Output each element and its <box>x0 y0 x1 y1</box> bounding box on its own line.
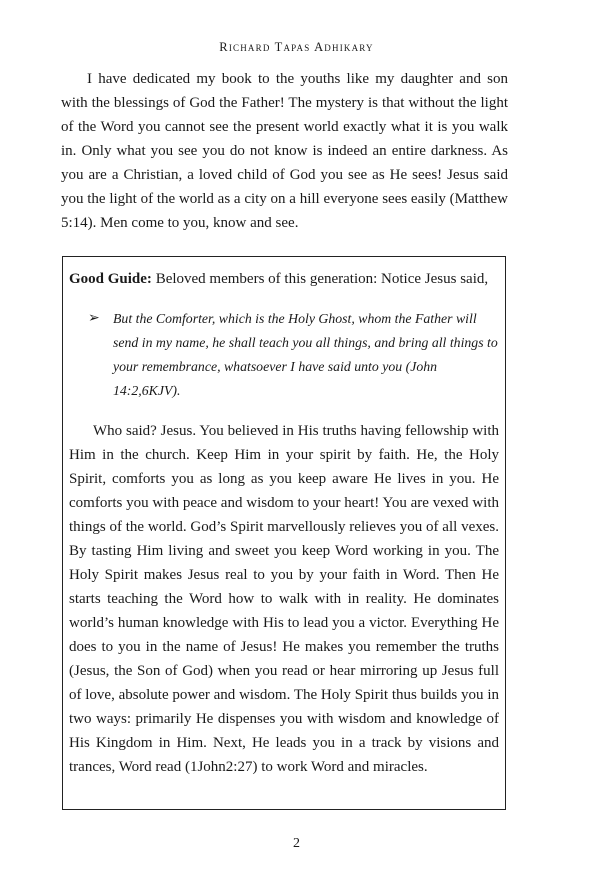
author-name: Richard Tapas Adhikary <box>219 40 374 54</box>
quote-text: But the Comforter, which is the Holy Ghost, whom the Father will send in my name, he shall teach you all things, and bring all things to your remembrance, whatsoever I have said unto you (John 14:2,6KJV). <box>113 311 498 398</box>
scripture-quote <box>69 307 499 403</box>
guide-label: Good Guide: <box>69 271 152 287</box>
good-guide-box <box>62 256 506 810</box>
guide-intro <box>69 267 499 291</box>
guide-body-paragraph: Who said? Jesus. You believed in His truths having fellowship with Him in the church. Keep Him in your spirit by faith. He, the Holy Spirit, comforts you as long as you keep aware He lives in you. He comforts you with peace and wisdom to your heart! You are vexed with things of the world. God’s Spirit marvellously relieves you of all vexes. By tasting Him living and sweet you keep Word working in you. The Holy Spirit makes Jesus real to you by your faith in Word. Then He starts teaching the Word how to walk with in reality. He dominates world’s human knowledge with His to lead you a victor. Everything He does to you in the name of Jesus! He makes you remember the truths (Jesus, the Son of God) when you read or hear mirroring up Jesus full of love, absolute power and wisdom. The Holy Spirit thus builds you in two ways: primarily He dispenses you with wisdom and knowledge of His Kingdom in Him. Next, He leads you in a track by visions and trances, Word read (1John2:27) to work Word and miracles. <box>69 423 499 775</box>
guide-text: Beloved members of this generation: Notice Jesus said, <box>151 271 489 287</box>
page-number: 2 <box>293 836 300 851</box>
arrow-bullet-icon: ➢ <box>88 311 100 326</box>
intro-paragraph: I have dedicated my book to the youths like my daughter and son with the blessings of God the Father! The mystery is that without the light of the Word you cannot see the present world exactly what it is you walk in. Only what you see you do not know is indeed an entire darkness. As you are a Christian, a loved child of God you see as He sees! Jesus said you the light of the world as a city on a hill everyone sees easily (Matthew 5:14). Men come to you, know and see. <box>61 71 508 231</box>
running-header <box>0 40 593 55</box>
